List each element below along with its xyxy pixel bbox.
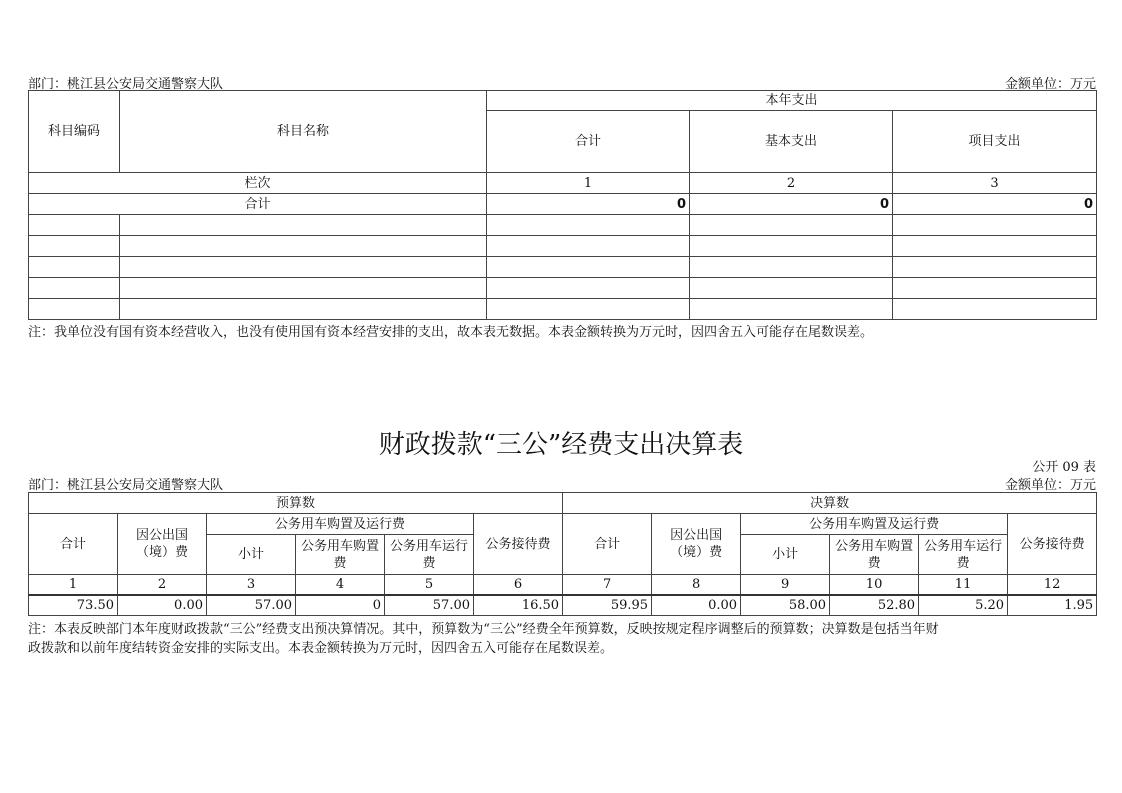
- table-row: [29, 236, 1097, 257]
- unit-label-2: 金额单位：万元: [1004, 478, 1096, 493]
- header-name: 科目名称: [120, 91, 487, 173]
- value-cell: 5.20: [919, 595, 1008, 616]
- header-car: 公务用车购置及运行费: [741, 514, 1008, 535]
- value-cell: 73.50: [29, 595, 118, 616]
- value-cell: 0: [296, 595, 385, 616]
- header-subtotal: 小计: [207, 535, 296, 575]
- header-reception: 公务接待费: [1008, 514, 1097, 575]
- table-row: [29, 215, 1097, 236]
- header-car-buy: 公务用车购置费: [830, 535, 919, 575]
- sum-project: 0: [893, 194, 1097, 215]
- page-title: 财政拨款“三公”经费支出决算表: [378, 430, 744, 460]
- header-car: 公务用车购置及运行费: [207, 514, 474, 535]
- note-2-line-1: 注：本表反映部门本年度财政拨款“三公”经费支出预决算情况。其中，预算数为“三公”经费全年预算数，反映按规定程序调整后的预算数；决算数是包括当年财: [28, 622, 939, 637]
- table-row: [29, 257, 1097, 278]
- column-index: 10: [830, 575, 919, 595]
- header-car-buy: 公务用车购置费: [296, 535, 385, 575]
- value-cell: 1.95: [1008, 595, 1097, 616]
- value-cell: 57.00: [207, 595, 296, 616]
- header-abroad: 因公出国（境）费: [118, 514, 207, 575]
- column-index: 6: [474, 575, 563, 595]
- column-index: 1: [487, 173, 690, 194]
- header-reception: 公务接待费: [474, 514, 563, 575]
- header-car-run: 公务用车运行费: [385, 535, 474, 575]
- header-year-expense: 本年支出: [487, 91, 1097, 111]
- note-2-line-2: 政拨款和以前年度结转资金安排的实际支出。本表金额转换为万元时，因四舍五入可能存在尾数误差。: [28, 641, 614, 656]
- header-subtotal: 小计: [741, 535, 830, 575]
- header-basic: 基本支出: [690, 111, 893, 173]
- dept-label-2: 部门：桃江县公安局交通警察大队: [28, 478, 224, 493]
- sum-basic: 0: [690, 194, 893, 215]
- table-row: [29, 299, 1097, 320]
- header-car-run: 公务用车运行费: [919, 535, 1008, 575]
- column-index-row: [29, 575, 1097, 595]
- note-1: 注：我单位没有国有资本经营收入，也没有使用国有资本经营安排的支出，故本表无数据。本表金额转换为万元时，因四舍五入可能存在尾数误差。: [28, 325, 874, 340]
- sum-label: 合计: [29, 194, 487, 215]
- header-code: 科目编码: [29, 91, 120, 173]
- column-index: 8: [652, 575, 741, 595]
- header-project: 项目支出: [893, 111, 1097, 173]
- dept-label-1: 部门：桃江县公安局交通警察大队: [28, 77, 224, 92]
- value-cell: 58.00: [741, 595, 830, 616]
- value-cell: 59.95: [563, 595, 652, 616]
- value-cell: 0.00: [118, 595, 207, 616]
- column-index: 5: [385, 575, 474, 595]
- column-index: 3: [207, 575, 296, 595]
- sum-total: 0: [487, 194, 690, 215]
- column-index-label: 栏次: [29, 173, 487, 194]
- table-code: 公开 09 表: [1032, 460, 1096, 475]
- header-abroad: 因公出国（境）费: [652, 514, 741, 575]
- state-capital-table: [28, 90, 1097, 320]
- column-index: 2: [690, 173, 893, 194]
- header-total: 合计: [563, 514, 652, 575]
- column-index: 1: [29, 575, 118, 595]
- value-cell: 0.00: [652, 595, 741, 616]
- column-index: 7: [563, 575, 652, 595]
- value-row: [29, 595, 1097, 616]
- column-index: 2: [118, 575, 207, 595]
- column-index: 11: [919, 575, 1008, 595]
- column-index: 3: [893, 173, 1097, 194]
- header-budget: 预算数: [29, 493, 563, 514]
- table-row: [29, 278, 1097, 299]
- header-total: 合计: [487, 111, 690, 173]
- three-public-expense-table: [28, 492, 1097, 616]
- value-cell: 16.50: [474, 595, 563, 616]
- value-cell: 52.80: [830, 595, 919, 616]
- column-index: 12: [1008, 575, 1097, 595]
- column-index: 4: [296, 575, 385, 595]
- value-cell: 57.00: [385, 595, 474, 616]
- header-final: 决算数: [563, 493, 1097, 514]
- unit-label-1: 金额单位：万元: [1004, 77, 1096, 92]
- column-index: 9: [741, 575, 830, 595]
- header-total: 合计: [29, 514, 118, 575]
